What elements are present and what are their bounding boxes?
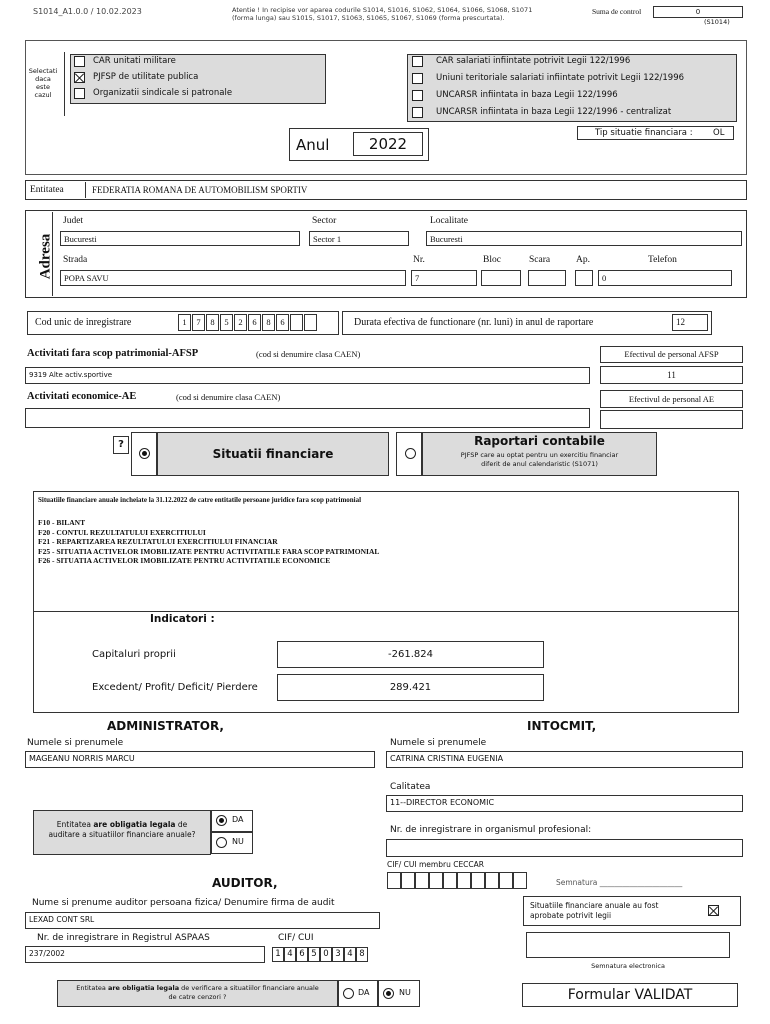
raportari-radio[interactable] xyxy=(405,448,416,459)
ceccar-digit-cell-8[interactable] xyxy=(485,872,499,889)
auditor-cif-digit-cell-7[interactable]: 4 xyxy=(344,947,356,962)
audit-nu-label: NU xyxy=(232,837,244,846)
uniuni-teritoriale-checkbox[interactable] xyxy=(412,73,423,84)
form-item: F10 - BILANT xyxy=(38,518,86,527)
intocmit-name-label: Numele si prenumele xyxy=(390,738,487,748)
uncarsr-centralizat-label: UNCARSR infiintata in baza Legii 122/1996 - centralizat xyxy=(436,107,672,117)
censor-da-label: DA xyxy=(358,988,370,997)
ae-field[interactable] xyxy=(25,408,590,428)
durata-field[interactable]: 12 xyxy=(672,314,708,331)
audit-da-radio[interactable] xyxy=(216,815,227,826)
admin-name-label: Numele si prenumele xyxy=(27,738,124,748)
year-label: Anul xyxy=(296,136,330,154)
ae-sublabel: (cod si denumire clasa CAEN) xyxy=(176,392,281,402)
help-button[interactable]: ? xyxy=(113,436,129,454)
ceccar-digit-cell-6[interactable] xyxy=(457,872,471,889)
uncarsr-centralizat-checkbox[interactable] xyxy=(412,107,423,118)
uniuni-teritoriale-label: Uniuni teritoriale salariati infiintate potrivit Legii 122/1996 xyxy=(436,73,685,83)
car-salariati-label: CAR salariati infiintate potrivit Legii 122/1996 xyxy=(436,56,631,66)
form-item: F25 - SITUATIA ACTIVELOR IMOBILIZATE PENTRU ACTIVITATILE FARA SCOP PATRIMONIAL xyxy=(38,546,380,556)
scara-label: Scara xyxy=(529,255,551,265)
auditor-reg-field[interactable]: 237/2002 xyxy=(25,946,265,963)
cui-digit-cell-10[interactable] xyxy=(304,314,317,331)
address-title: Adresa xyxy=(37,233,54,280)
auditor-cif-label: CIF/ CUI xyxy=(278,933,314,943)
nr-field[interactable]: 7 xyxy=(411,270,477,286)
description-intro: Situatiile financiare anuale incheiate la 31.12.2022 de catre entitatile persoane juridice fara scop patrimonial xyxy=(38,496,362,504)
pjfsp-utilitate-label: PJFSP de utilitate publica xyxy=(93,72,199,82)
cui-label: Cod unic de inregistrare xyxy=(35,317,132,328)
ap-label: Ap. xyxy=(576,255,590,265)
approval-label-2: aprobate potrivit legii xyxy=(530,911,612,920)
bloc-label: Bloc xyxy=(483,255,501,265)
calitatea-label: Calitatea xyxy=(390,782,431,792)
cui-digit-cell-9[interactable] xyxy=(290,314,303,331)
profit-field[interactable]: 289.421 xyxy=(277,674,544,701)
form-status-badge: Formular VALIDAT xyxy=(522,983,738,1007)
ap-field[interactable] xyxy=(575,270,593,286)
strada-field[interactable]: POPA SAVU xyxy=(60,270,406,286)
pjfsp-utilitate-checkbox[interactable] xyxy=(74,72,85,83)
ceccar-digit-cell-4[interactable] xyxy=(429,872,443,889)
intocmit-signature-label: Semnatura ______________________ xyxy=(556,878,683,887)
description-form-list xyxy=(38,518,379,566)
auditor-cif-digit-cell-2[interactable]: 4 xyxy=(284,947,296,962)
censor-label-1: Entitatea are obligatia legala de verificare a situatiilor financiare anuale xyxy=(76,984,319,992)
entity-name[interactable]: FEDERATIA ROMANA DE AUTOMOBILISM SPORTIV xyxy=(92,185,308,195)
ceccar-digit-cell-3[interactable] xyxy=(415,872,429,889)
afsp-staff-label: Efectivul de personal AFSP xyxy=(600,346,743,363)
durata-label: Durata efectiva de functionare (nr. luni) in anul de raportare xyxy=(354,317,594,328)
auditor-cif-digit-cell-5[interactable]: 0 xyxy=(320,947,332,962)
sector-label: Sector xyxy=(312,216,337,226)
auditor-cif-digit-cell-1[interactable]: 1 xyxy=(272,947,284,962)
afsp-staff-field[interactable]: 11 xyxy=(600,366,743,384)
year-field[interactable]: 2022 xyxy=(353,132,423,156)
car-salariati-checkbox[interactable] xyxy=(412,56,423,67)
capital-label: Capitaluri proprii xyxy=(92,649,176,660)
afsp-field[interactable]: 9319 Alte activ.sportive xyxy=(25,367,590,384)
car-militare-checkbox[interactable] xyxy=(74,56,85,67)
ceccar-digit-cell-10[interactable] xyxy=(513,872,527,889)
esign-field[interactable] xyxy=(526,932,730,958)
control-sum-label: Suma de control xyxy=(592,7,642,16)
form-version: S1014_A1.0.0 / 10.02.2023 xyxy=(33,7,142,16)
strada-label: Strada xyxy=(63,255,88,265)
profit-label: Excedent/ Profit/ Deficit/ Pierdere xyxy=(92,682,258,693)
notice-line-2: (forma lunga) sau S1015, S1017, S1063, S1065, S1067, S1069 (forma prescurtata). xyxy=(232,14,505,22)
ceccar-digit-cell-5[interactable] xyxy=(443,872,457,889)
raportari-sub2: diferit de anul calendaristic (S1071) xyxy=(481,460,598,468)
approval-label-1: Situatiile financiare anuale au fost xyxy=(530,901,659,910)
fin-type-label: Tip situatie financiara : xyxy=(595,128,693,138)
indicators-divider xyxy=(34,611,738,612)
cui-digit-cell-8[interactable]: 6 xyxy=(276,314,289,331)
judet-label: Judet xyxy=(63,216,84,226)
calitatea-field[interactable]: 11--DIRECTOR ECONOMIC xyxy=(386,795,743,812)
censor-label-2: de catre cenzori ? xyxy=(168,993,227,1001)
admin-name-field[interactable]: MAGEANU NORRIS MARCU xyxy=(25,751,375,768)
entity-label: Entitatea xyxy=(30,185,64,195)
auditor-cif-digit-cell-6[interactable]: 3 xyxy=(332,947,344,962)
case-select-divider xyxy=(64,52,65,116)
esign-label: Semnatura electronica xyxy=(591,962,665,970)
ceccar-label: CIF/ CUI membru CECCAR xyxy=(387,860,484,869)
intocmit-name-field[interactable]: CATRINA CRISTINA EUGENIA xyxy=(386,751,743,768)
raportari-sub1: PJFSP care au optat pentru un exercitiu financiar xyxy=(460,451,619,459)
localitate-label: Localitate xyxy=(430,216,468,226)
ceccar-digit-cell-2[interactable] xyxy=(401,872,415,889)
control-sum-code: (S1014) xyxy=(704,18,730,26)
bloc-field[interactable] xyxy=(481,270,521,286)
cui-digit-cell-2[interactable]: 7 xyxy=(192,314,205,331)
cui-digit-cell-5[interactable]: 2 xyxy=(234,314,247,331)
auditor-cif-digit-cell-8[interactable]: 8 xyxy=(356,947,368,962)
uncarsr-label: UNCARSR infiintata in baza Legii 122/1996 xyxy=(436,90,618,100)
approval-checkbox[interactable] xyxy=(708,905,719,916)
notice-line-1: Atentie ! In recipise vor aparea codurile S1014, S1016, S1062, S1064, S1066, S1068, S1071 xyxy=(232,6,533,14)
auditor-cif-digit-cell-3[interactable]: 6 xyxy=(296,947,308,962)
organizatii-sindicale-checkbox[interactable] xyxy=(74,88,85,99)
address-divider xyxy=(52,212,53,296)
case-select-label: Selectati daca este cazul xyxy=(28,67,58,99)
auditor-reg-label: Nr. de inregistrare in Registrul ASPAAS xyxy=(37,933,210,943)
cui-digit-cell-6[interactable]: 6 xyxy=(248,314,261,331)
fin-type-value[interactable]: OL xyxy=(713,128,725,138)
situatii-button[interactable]: Situatii financiare xyxy=(157,432,389,476)
form-item: F20 - CONTUL REZULTATULUI EXERCITIULUI xyxy=(38,527,206,537)
car-militare-label: CAR unitati militare xyxy=(93,56,176,66)
form-item: F21 - REPARTIZAREA REZULTATULUI EXERCITIULUI FINANCIAR xyxy=(38,537,278,546)
organizatii-sindicale-label: Organizatii sindicale si patronale xyxy=(93,88,233,98)
intocmit-reg-label: Nr. de inregistrare in organismul profesional: xyxy=(390,825,592,835)
audit-da-label: DA xyxy=(232,815,244,824)
form-item: F26 - SITUATIA ACTIVELOR IMOBILIZATE PENTRU ACTIVITATILE ECONOMICE xyxy=(38,556,331,565)
cui-digit-cell-7[interactable]: 8 xyxy=(262,314,275,331)
telefon-label: Telefon xyxy=(648,255,677,265)
ae-staff-label: Efectivul de personal AE xyxy=(600,390,743,408)
cui-digit-cell-4[interactable]: 5 xyxy=(220,314,233,331)
raportari-label: Raportari contabile xyxy=(474,434,605,448)
afsp-label: Activitati fara scop patrimonial-AFSP xyxy=(27,348,199,359)
indicators-title: Indicatori : xyxy=(150,613,215,625)
intocmit-reg-field[interactable] xyxy=(386,839,743,857)
ceccar-digit-cell-1[interactable] xyxy=(387,872,401,889)
censor-nu-radio[interactable] xyxy=(383,988,394,999)
capital-field[interactable]: -261.824 xyxy=(277,641,544,668)
audit-obligation-label-1: Entitatea are obligatia legala de xyxy=(56,820,188,829)
auditor-name-field[interactable]: LEXAD CONT SRL xyxy=(25,912,380,929)
entity-divider xyxy=(85,182,86,198)
audit-obligation-label-2: auditare a situatiilor financiare anuale? xyxy=(48,830,196,839)
cui-digit-cell-3[interactable]: 8 xyxy=(206,314,219,331)
cui-digit-cell-1[interactable]: 1 xyxy=(178,314,191,331)
ae-label: Activitati economice-AE xyxy=(27,391,137,402)
administrator-title: ADMINISTRATOR, xyxy=(107,719,224,733)
intocmit-title: INTOCMIT, xyxy=(527,719,597,733)
ae-staff-field[interactable] xyxy=(600,410,743,429)
audit-nu-radio[interactable] xyxy=(216,837,227,848)
ceccar-digit-cell-9[interactable] xyxy=(499,872,513,889)
telefon-field[interactable]: 0 xyxy=(598,270,732,286)
nr-label: Nr. xyxy=(413,255,425,265)
situatii-radio[interactable] xyxy=(139,448,150,459)
censor-nu-label: NU xyxy=(399,988,411,997)
control-sum-field[interactable]: 0 xyxy=(653,6,743,18)
sector-field[interactable]: Sector 1 xyxy=(309,231,409,246)
auditor-cif-digit-cell-4[interactable]: 5 xyxy=(308,947,320,962)
scara-field[interactable] xyxy=(528,270,566,286)
uncarsr-checkbox[interactable] xyxy=(412,90,423,101)
localitate-field[interactable]: Bucuresti xyxy=(426,231,742,246)
auditor-name-label: Nume si prenume auditor persoana fizica/ Denumire firma de audit xyxy=(32,898,335,908)
ceccar-digit-cell-7[interactable] xyxy=(471,872,485,889)
judet-field[interactable]: Bucuresti xyxy=(60,231,300,246)
censor-da-radio[interactable] xyxy=(343,988,354,999)
afsp-sublabel: (cod si denumire clasa CAEN) xyxy=(256,349,361,359)
auditor-title: AUDITOR, xyxy=(212,876,278,890)
